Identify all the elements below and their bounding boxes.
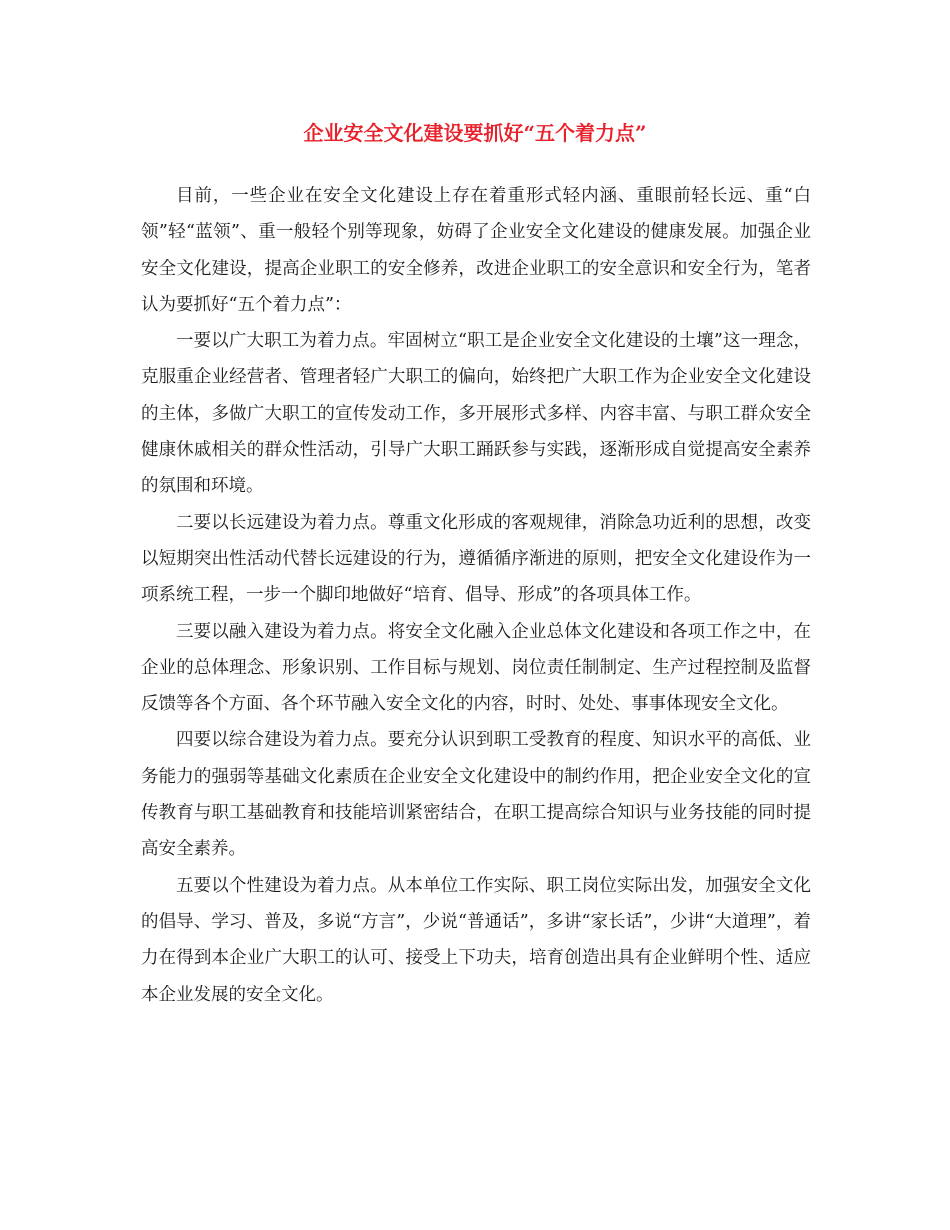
paragraph-point-2: 二要以长远建设为着力点。尊重文化形成的客观规律，消除急功近利的思想，改变以短期突出性活动代替长远建设的行为，遵循循序渐进的原则，把安全文化建设作为一项系统工程，一步一个脚印地做好“培育、倡导、形成”的各项具体工作。	[141, 512, 811, 606]
paragraph-point-5: 五要以个性建设为着力点。从本单位工作实际、职工岗位实际出发，加强安全文化的倡导、学习、普及，多说“方言”，少说“普通话”，多讲“家长话”，少讲“大道理”，着力在得到本企业广大职工的认可、接受上下功夫，培育创造出具有企业鲜明个性、适应本企业发展的安全文化。	[141, 875, 811, 1005]
paragraph-intro: 目前，一些企业在安全文化建设上存在着重形式轻内涵、重眼前轻长远、重“白领”轻“蓝领”、重一般轻个别等现象，妨碍了企业安全文化建设的健康发展。加强企业安全文化建设，提高企业职工的安全修养，改进企业职工的安全意识和安全行为，笔者认为要抓好“五个着力点”：	[141, 186, 811, 315]
paragraph-point-1: 一要以广大职工为着力点。牢固树立“职工是企业安全文化建设的土壤”这一理念，克服重企业经营者、管理者轻广大职工的偏向，始终把广大职工作为企业安全文化建设的主体，多做广大职工的宣传发动工作，多开展形式多样、内容丰富、与职工群众安全健康休戚相关的群众性活动，引导广大职工踊跃参与实践，逐渐形成自觉提高安全素养的氛围和环境。	[141, 331, 811, 497]
paragraph-point-3: 三要以融入建设为着力点。将安全文化融入企业总体文化建设和各项工作之中，在企业的总体理念、形象识别、工作目标与规划、岗位责任制制定、生产过程控制及监督反馈等各个方面、各个环节融入安全文化的内容，时时、处处、事事体现安全文化。	[141, 621, 811, 715]
paragraph-point-4: 四要以综合建设为着力点。要充分认识到职工受教育的程度、知识水平的高低、业务能力的强弱等基础文化素质在企业安全文化建设中的制约作用，把企业安全文化的宣传教育与职工基础教育和技能培训紧密结合，在职工提高综合知识与业务技能的同时提高安全素养。	[141, 730, 811, 860]
document-body	[141, 178, 811, 1013]
document-title: 企业安全文化建设要抓好“五个着力点”	[303, 121, 647, 145]
